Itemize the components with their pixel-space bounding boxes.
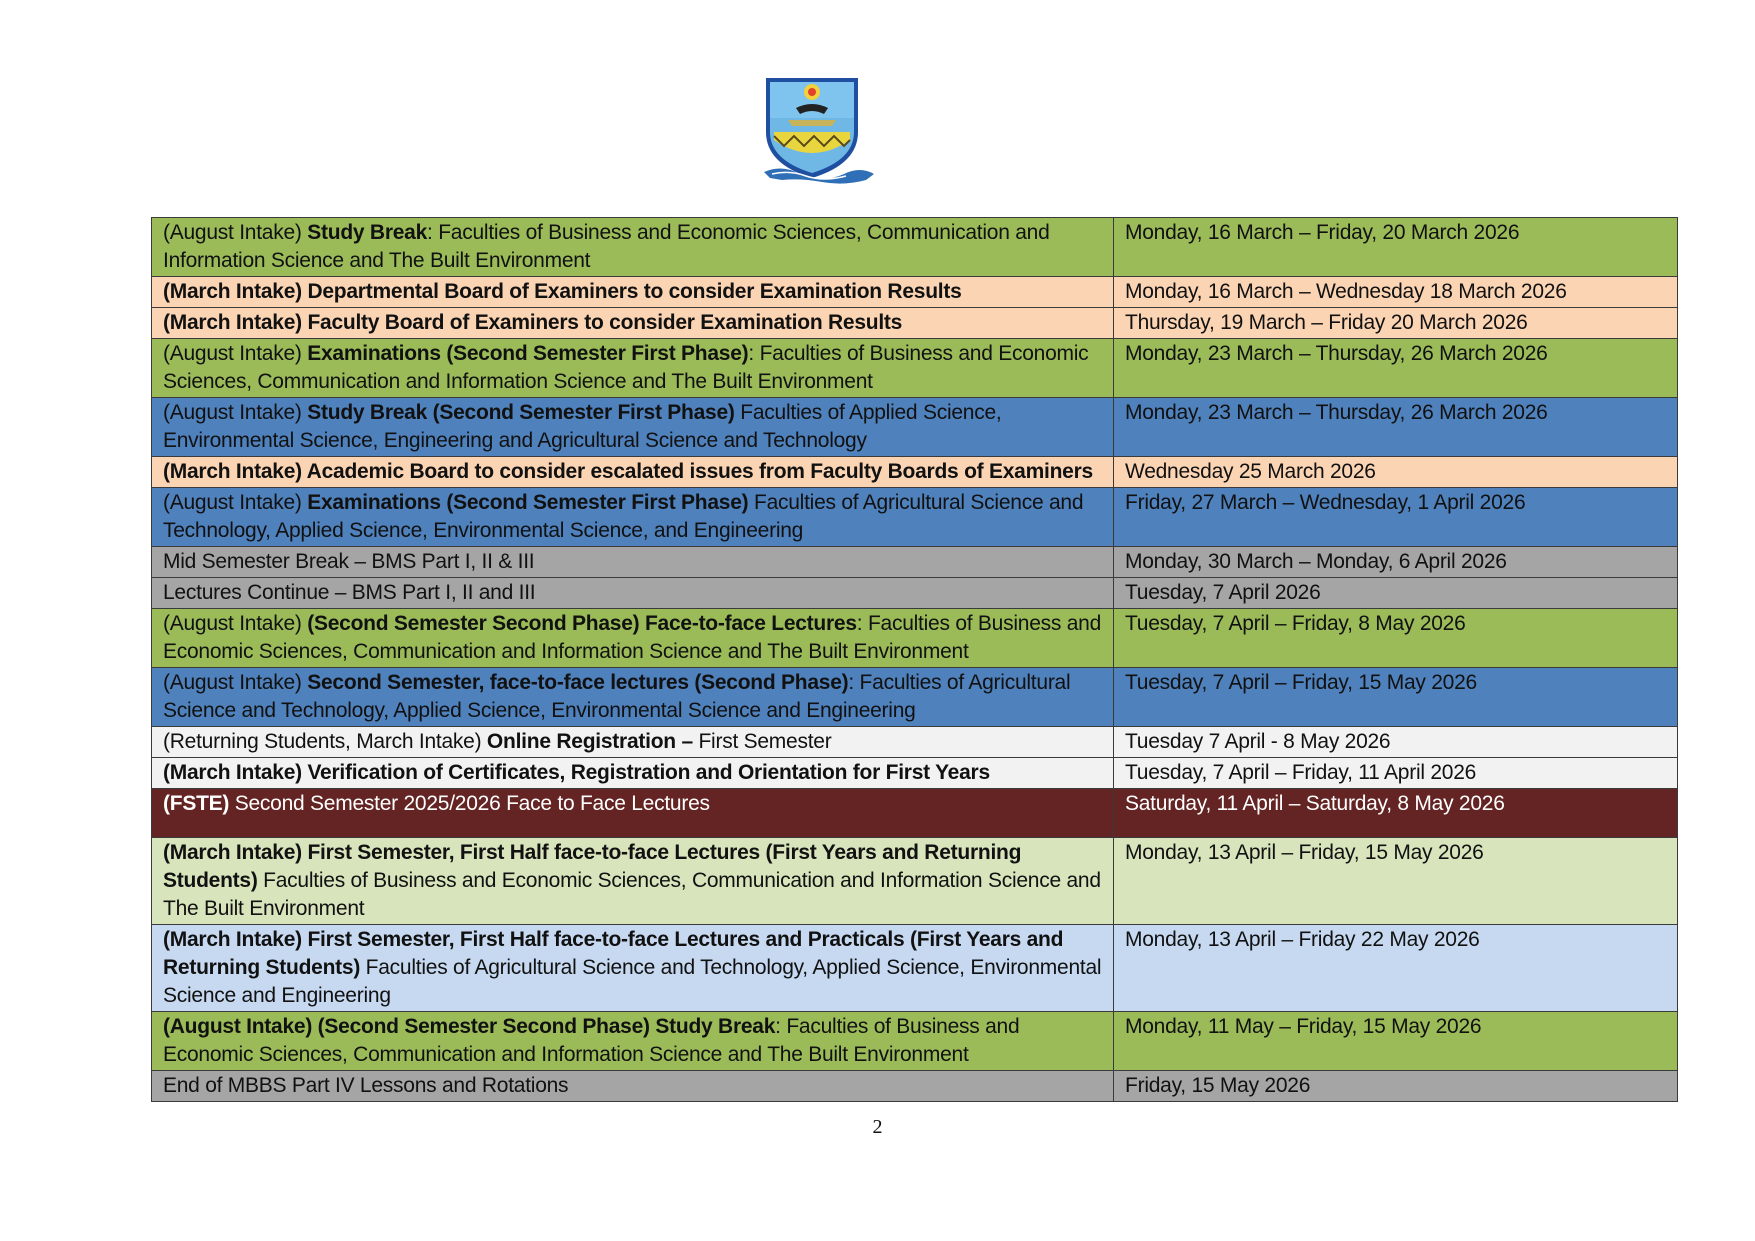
table-row <box>152 925 1678 1012</box>
event-text: Mid Semester Break – BMS Part I, II & III <box>163 550 535 573</box>
date-cell: Tuesday, 7 April – Friday, 11 April 2026 <box>1114 758 1678 789</box>
table-row <box>152 758 1678 789</box>
date-cell: Monday, 13 April – Friday 22 May 2026 <box>1114 925 1678 1012</box>
event-text: Study Break <box>307 221 428 244</box>
date-cell: Tuesday, 7 April 2026 <box>1114 578 1678 609</box>
date-cell: Tuesday, 7 April – Friday, 15 May 2026 <box>1114 668 1678 727</box>
event-cell <box>152 727 1114 758</box>
crest-icon <box>760 74 884 186</box>
date-cell: Monday, 23 March – Thursday, 26 March 2026 <box>1114 339 1678 398</box>
event-text: : Faculties of Business and Economic Sciences, Communication and Information Science and The Built Environment <box>163 1015 1020 1066</box>
event-text: : Faculties of Business and Economic Sciences, Communication and Information Science and The Built Environment <box>163 221 1050 272</box>
event-text: (Returning Students, March Intake) <box>163 730 487 753</box>
table-row <box>152 727 1678 758</box>
event-text: (August Intake) <box>163 221 308 244</box>
event-text: (August Intake) <box>163 342 308 365</box>
table-row <box>152 1071 1678 1102</box>
date-cell: Friday, 15 May 2026 <box>1114 1071 1678 1102</box>
date-cell: Thursday, 19 March – Friday 20 March 2026 <box>1114 308 1678 339</box>
event-cell <box>152 1071 1114 1102</box>
event-cell <box>152 668 1114 727</box>
event-text: (August Intake) <box>163 671 308 694</box>
event-text: (March Intake) First Semester, First Half face-to-face Lectures and Practicals (First Years and Returning Students) <box>163 928 1064 979</box>
table-row <box>152 547 1678 578</box>
event-text: Examinations (Second Semester First Phase) <box>307 491 749 514</box>
event-text: Examinations (Second Semester First Phase) <box>307 342 749 365</box>
date-cell: Monday, 16 March – Wednesday 18 March 2026 <box>1114 277 1678 308</box>
event-cell <box>152 339 1114 398</box>
event-cell <box>152 308 1114 339</box>
event-cell <box>152 547 1114 578</box>
event-text: (August Intake) (Second Semester Second Phase) Study Break <box>163 1015 776 1038</box>
date-cell: Tuesday 7 April - 8 May 2026 <box>1114 727 1678 758</box>
event-cell <box>152 838 1114 925</box>
event-text: : Faculties of Agricultural Science and Technology, Applied Science, Environmental Science and Engineering <box>163 671 1071 722</box>
date-cell: Friday, 27 March – Wednesday, 1 April 2026 <box>1114 488 1678 547</box>
event-text: Faculties of Agricultural Science and Technology, Applied Science, Environmental Science and Engineering <box>163 956 1102 1007</box>
event-text: Faculties of Business and Economic Sciences, Communication and Information Science and The Built Environment <box>163 869 1101 920</box>
event-cell <box>152 925 1114 1012</box>
event-text: Online Registration – <box>486 730 693 753</box>
table-row <box>152 609 1678 668</box>
table-row <box>152 1012 1678 1071</box>
table-row <box>152 838 1678 925</box>
table-row <box>152 308 1678 339</box>
event-text: (March Intake) Departmental Board of Examiners to consider Examination Results <box>163 280 962 303</box>
table-row <box>152 789 1678 838</box>
event-text: (August Intake) <box>163 491 308 514</box>
table-row <box>152 668 1678 727</box>
event-cell <box>152 1012 1114 1071</box>
table-row <box>152 277 1678 308</box>
event-cell <box>152 578 1114 609</box>
date-cell: Monday, 30 March – Monday, 6 April 2026 <box>1114 547 1678 578</box>
date-cell: Monday, 11 May – Friday, 15 May 2026 <box>1114 1012 1678 1071</box>
table-row <box>152 398 1678 457</box>
university-crest <box>760 74 884 186</box>
event-text: Second Semester 2025/2026 Face to Face Lectures <box>229 792 710 815</box>
event-text: Faculties of Applied Science, Environmental Science, Engineering and Agricultural Science and Technology <box>163 401 1002 452</box>
date-cell: Tuesday, 7 April – Friday, 8 May 2026 <box>1114 609 1678 668</box>
date-cell: Monday, 13 April – Friday, 15 May 2026 <box>1114 838 1678 925</box>
event-cell <box>152 218 1114 277</box>
event-cell <box>152 609 1114 668</box>
event-text: (March Intake) Faculty Board of Examiners to consider Examination Results <box>163 311 903 334</box>
event-text: Faculties of Agricultural Science and Technology, Applied Science, Environmental Science, and Engineering <box>163 491 1084 542</box>
table-row <box>152 339 1678 398</box>
event-text: (August Intake) <box>163 612 308 635</box>
event-text: (FSTE) <box>163 792 230 815</box>
date-cell: Wednesday 25 March 2026 <box>1114 457 1678 488</box>
table-row <box>152 218 1678 277</box>
date-cell: Monday, 23 March – Thursday, 26 March 2026 <box>1114 398 1678 457</box>
event-text: Lectures Continue – BMS Part I, II and III <box>163 581 536 604</box>
event-text: (March Intake) First Semester, First Half face-to-face Lectures (First Years and Returning Students) <box>163 841 1022 892</box>
page-number: 2 <box>872 1116 883 1138</box>
event-text: Study Break (Second Semester First Phase) <box>307 401 735 424</box>
table-row <box>152 457 1678 488</box>
event-text: (August Intake) <box>163 401 308 424</box>
table-row <box>152 488 1678 547</box>
event-cell <box>152 488 1114 547</box>
event-text: (March Intake) Verification of Certificates, Registration and Orientation for First Years <box>163 761 990 784</box>
date-cell: Monday, 16 March – Friday, 20 March 2026 <box>1114 218 1678 277</box>
event-text: First Semester <box>692 730 832 753</box>
event-text: : Faculties of Business and Economic Sciences, Communication and Information Science and The Built Environment <box>163 342 1089 393</box>
event-text: : Faculties of Business and Economic Sciences, Communication and Information Science and The Built Environment <box>163 612 1101 663</box>
academic-calendar-table <box>151 217 1678 1102</box>
event-cell <box>152 758 1114 789</box>
event-cell <box>152 398 1114 457</box>
event-cell <box>152 789 1114 838</box>
date-cell: Saturday, 11 April – Saturday, 8 May 2026 <box>1114 789 1678 838</box>
event-cell <box>152 277 1114 308</box>
event-text: Second Semester, face-to-face lectures (Second Phase) <box>307 671 849 694</box>
table-row <box>152 578 1678 609</box>
event-text: (Second Semester Second Phase) Face-to-face Lectures <box>307 612 857 635</box>
event-text: (March Intake) Academic Board to consider escalated issues from Faculty Boards of Examiners <box>163 460 1093 483</box>
event-cell <box>152 457 1114 488</box>
event-text: End of MBBS Part IV Lessons and Rotations <box>163 1074 569 1097</box>
